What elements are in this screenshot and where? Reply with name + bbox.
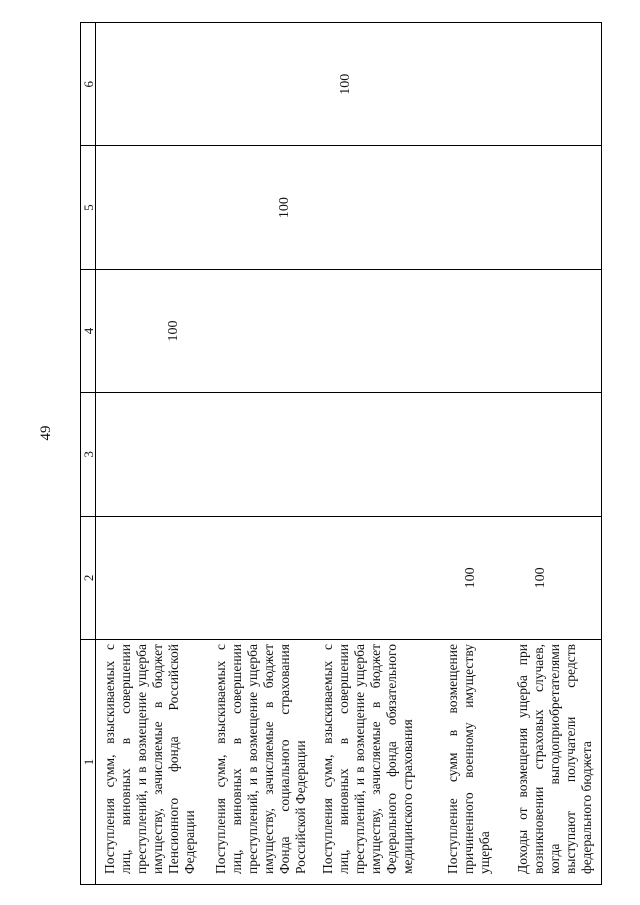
value-cell: 100 (96, 269, 207, 392)
value-cell (509, 393, 602, 516)
table-row (96, 23, 207, 885)
table-row (509, 23, 602, 885)
value-cell (207, 269, 314, 392)
column-header-6: 6 (81, 23, 96, 146)
value-cell (314, 393, 439, 516)
column-header-2: 2 (81, 516, 96, 639)
revenue-distribution-table (80, 22, 602, 885)
row-description: Поступление сумм в возмещение причиненного военному имуществу ущерба (439, 640, 509, 885)
value-cell (509, 23, 602, 146)
value-cell (314, 269, 439, 392)
column-header-4: 4 (81, 269, 96, 392)
row-description: Поступления сумм, взыскиваемых с лиц, виновных в совершении преступлений, и в возмещение ущерба имуществу, зачисляемые в бюджет Фонда социального страхования Российской Федерации (207, 640, 314, 885)
column-header-5: 5 (81, 146, 96, 269)
column-header-3: 3 (81, 393, 96, 516)
column-header-1: 1 (81, 640, 96, 885)
value-cell (439, 146, 509, 269)
value-cell: 100 (207, 146, 314, 269)
value-cell (96, 146, 207, 269)
value-cell (439, 393, 509, 516)
value-cell (207, 516, 314, 639)
value-cell (314, 146, 439, 269)
row-description: Поступления сумм, взыскиваемых с лиц, виновных в совершении преступлений, и в возмещение ущерба имуществу, зачисляемые в бюджет Федерального фонда обязательного медицинского страхования (314, 640, 439, 885)
value-cell (96, 516, 207, 639)
row-description: Доходы от возмещения ущерба при возникновении страховых случаев, когда выгодоприобретателями выступают получатели средств федерального бюджета (509, 640, 602, 885)
page-number: 49 (38, 425, 54, 441)
value-cell (509, 269, 602, 392)
table-row (439, 23, 509, 885)
value-cell: 100 (509, 516, 602, 639)
table-row (314, 23, 439, 885)
value-cell: 100 (439, 516, 509, 639)
value-cell (314, 516, 439, 639)
value-cell (439, 23, 509, 146)
value-cell (207, 393, 314, 516)
row-description: Поступления сумм, взыскиваемых с лиц, виновных в совершении преступлений, и в возмещение ущерба имуществу, зачисляемые в бюджет Пенсионного фонда Российской Федерации (96, 640, 207, 885)
value-cell (96, 393, 207, 516)
column-number-header (81, 23, 96, 885)
revenue-table-container (80, 23, 600, 885)
value-cell: 100 (314, 23, 439, 146)
value-cell (207, 23, 314, 146)
value-cell (439, 269, 509, 392)
table-row (207, 23, 314, 885)
value-cell (509, 146, 602, 269)
value-cell (96, 23, 207, 146)
